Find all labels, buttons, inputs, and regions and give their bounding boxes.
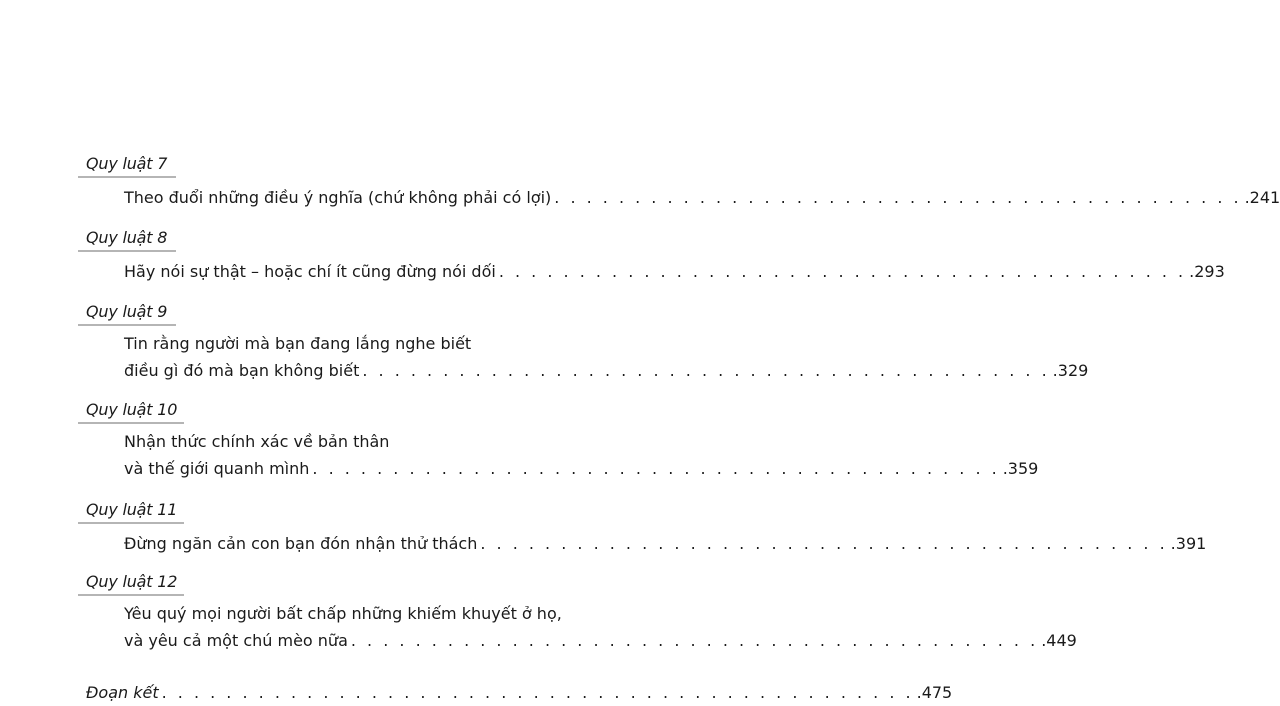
entry-title-continued: điều gì đó mà bạn không biết — [124, 361, 360, 380]
page-number: .241 — [1244, 188, 1280, 207]
entry-title: Tin rằng người mà bạn đang lắng nghe biết — [124, 334, 472, 353]
toc-entry-rule-8[interactable] — [124, 258, 1225, 285]
dot-leader: . . . . . . . . . . . . . . . . . . . . . . . . . . . . . . . . . . . . . . . . . . . — [554, 188, 1242, 207]
page-number: .329 — [1052, 361, 1089, 380]
toc-entry-rule-11[interactable] — [124, 530, 1207, 557]
toc-entry-rule-9[interactable] — [124, 330, 1089, 384]
toc-heading-rule-11: Quy luật 11 — [86, 500, 178, 519]
entry-title: Theo đuổi những điều ý nghĩa (chứ không phải có lợi) — [124, 188, 552, 207]
page-number: .449 — [1041, 631, 1077, 650]
heading-underline — [78, 324, 176, 326]
toc-heading-rule-9: Quy luật 9 — [86, 302, 168, 321]
toc-heading-rule-8: Quy luật 8 — [86, 228, 168, 247]
heading-underline — [78, 422, 184, 424]
entry-title: Yêu quý mọi người bất chấp những khiếm khuyết ở họ, — [124, 604, 562, 623]
toc-heading-rule-10: Quy luật 10 — [86, 400, 178, 419]
dot-leader: . . . . . . . . . . . . . . . . . . . . . . . . . . . . . . . . . . . . . . . . . . . — [350, 631, 1039, 650]
dot-leader: . . . . . . . . . . . . . . . . . . . . . . . . . . . . . . . . . . . . . . . . . . . . . . . — [161, 683, 914, 702]
closing-heading: Đoạn kết — [86, 683, 159, 702]
page-number: .391 — [1170, 534, 1207, 553]
dot-leader: . . . . . . . . . . . . . . . . . . . . . . . . . . . . . . . . . . . . . . . . . . . — [498, 262, 1187, 281]
entry-title: Hãy nói sự thật – hoặc chí ít cũng đừng nói dối — [124, 262, 496, 281]
dot-leader: . . . . . . . . . . . . . . . . . . . . . . . . . . . . . . . . . . . . . . . . . . . — [480, 534, 1168, 553]
toc-entry-rule-7[interactable] — [124, 184, 1280, 211]
heading-underline — [78, 250, 176, 252]
entry-title-continued: và yêu cả một chú mèo nữa — [124, 631, 348, 650]
heading-underline — [78, 594, 184, 596]
toc-entry-rule-12[interactable] — [124, 600, 1077, 654]
toc-heading-rule-12: Quy luật 12 — [86, 572, 178, 591]
heading-underline — [78, 176, 176, 178]
page-number: .475 — [916, 683, 953, 702]
heading-underline — [78, 522, 184, 524]
page-number: .293 — [1189, 262, 1225, 281]
dot-leader: . . . . . . . . . . . . . . . . . . . . . . . . . . . . . . . . . . . . . . . . . . . — [312, 459, 1000, 478]
entry-title: Nhận thức chính xác về bản thân — [124, 432, 390, 451]
entry-title: Đừng ngăn cản con bạn đón nhận thử thách — [124, 534, 478, 553]
page-number: .359 — [1002, 459, 1039, 478]
toc-entry-rule-10[interactable] — [124, 428, 1039, 482]
dot-leader: . . . . . . . . . . . . . . . . . . . . . . . . . . . . . . . . . . . . . . . . . . . — [362, 361, 1050, 380]
toc-entry-closing[interactable] — [86, 679, 953, 706]
entry-title-continued: và thế giới quanh mình — [124, 459, 310, 478]
toc-heading-rule-7: Quy luật 7 — [86, 154, 168, 173]
